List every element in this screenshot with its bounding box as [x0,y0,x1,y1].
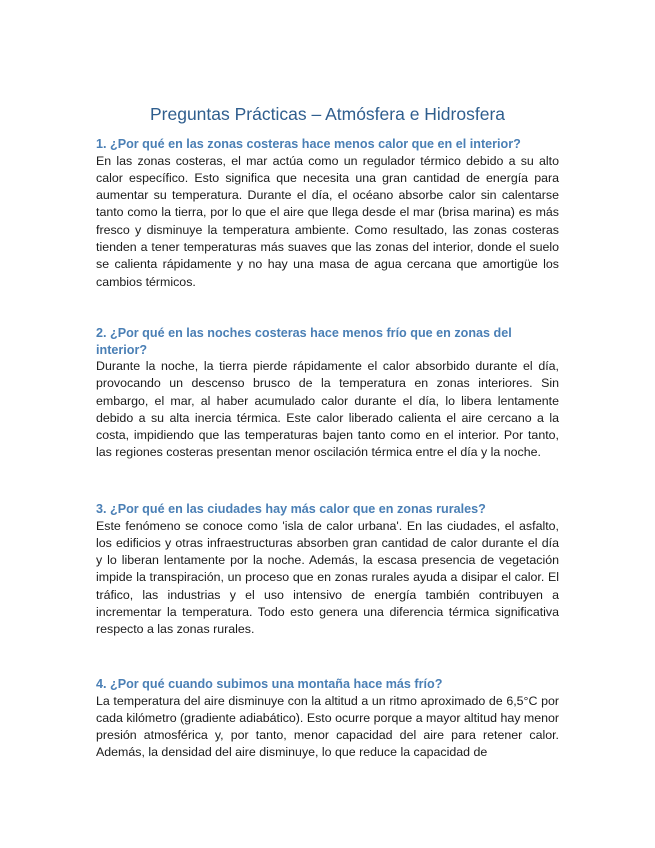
document-title: Preguntas Prácticas – Atmósfera e Hidrosfera [149,104,506,124]
question-section-3 [96,501,559,639]
question-heading: 1. ¿Por qué en las zonas costeras hace menos calor que en el interior? [96,137,521,151]
question-section-4 [96,676,559,762]
question-section-1 [96,136,559,291]
question-heading: 4. ¿Por qué cuando subimos una montaña hace más frío? [96,677,443,691]
question-section-2 [96,325,559,462]
question-answer: En las zonas costeras, el mar actúa como un regulador térmico debido a su alto calor específico. Esto significa que necesita una gran cantidad de energía para aumentar su temperatura. Durante el día, el océano absorbe calor sin calentarse tanto como la tierra, por lo que el aire que llega desde el mar (brisa marina) es más fresco y disminuye la temperatura ambiente. Como resultado, las zonas costeras tienden a tener temperaturas más suaves que las zonas del interior, donde el suelo se calienta rápidamente y no hay una masa de agua cercana que amortigüe los cambios térmicos. [96,153,559,289]
question-heading: 3. ¿Por qué en las ciudades hay más calor que en zonas rurales? [96,502,486,516]
question-answer: Este fenómeno se conoce como 'isla de calor urbana'. En las ciudades, el asfalto, los edificios y otras infraestructuras absorben gran cantidad de calor durante el día y lo liberan lentamente por la noche. Además, la escasa presencia de vegetación impide la transpiración, un proceso que en zonas rurales ayuda a disipar el calor. El tráfico, las industrias y el uso intensivo de energía también contribuyen a incrementar la temperatura. Todo esto genera una diferencia térmica significativa respecto a las zonas rurales. [96,518,559,637]
document-page [96,0,559,848]
question-heading: 2. ¿Por qué en las noches costeras hace menos frío que en zonas del interior? [96,326,512,357]
question-answer: La temperatura del aire disminuye con la altitud a un ritmo aproximado de 6,5°C por cada kilómetro (gradiente adiabático). Esto ocurre porque a mayor altitud hay menor presión atmosférica y, por tanto, menor capacidad del aire para retener calor. Además, la densidad del aire disminuye, lo que reduce la capacidad de [96,693,559,760]
question-answer: Durante la noche, la tierra pierde rápidamente el calor absorbido durante el día, provocando un descenso brusco de la temperatura en zonas interiores. Sin embargo, el mar, al haber acumulado calor durante el día, lo libera lentamente debido a su alta inercia térmica. Este calor liberado calienta el aire cercano a la costa, impidiendo que las temperaturas bajen tanto como en el interior. Por tanto, las regiones costeras presentan menor oscilación térmica entre el día y la noche. [96,359,559,460]
